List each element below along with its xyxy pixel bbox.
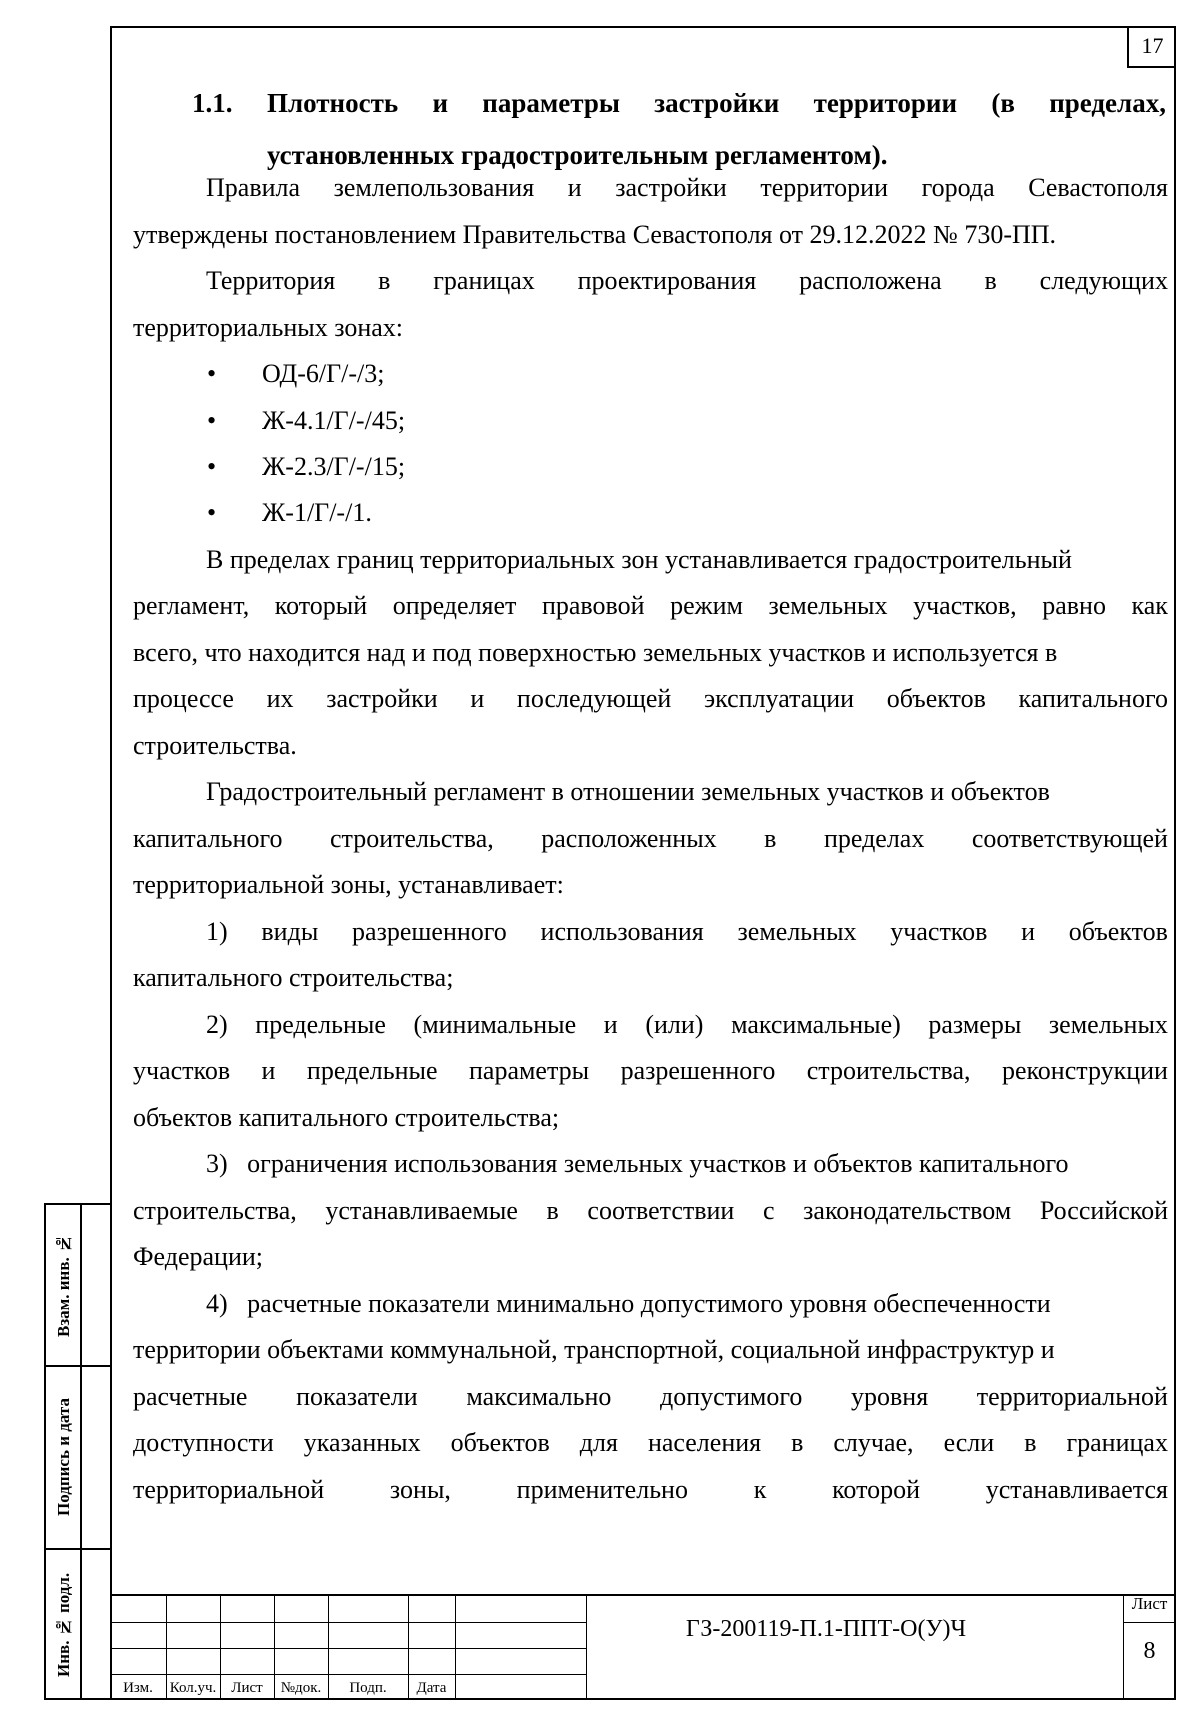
- paragraph-line: утверждены постановлением Правительства Севастополя от 29.12.2022 № 730-ПП.: [133, 220, 1057, 249]
- paragraph-line: [133, 684, 1168, 714]
- bullet-icon: •: [207, 498, 217, 527]
- word: земельных: [768, 591, 888, 620]
- paragraph-line: [133, 1196, 1168, 1226]
- word: для: [579, 1428, 618, 1457]
- section-heading-line2: установленных градостроительным регламентом).: [267, 140, 888, 170]
- word: участков: [890, 917, 988, 946]
- paragraph-line: объектов капитального строительства;: [133, 1103, 560, 1132]
- word: пределах: [823, 824, 925, 853]
- word: территории: [760, 173, 888, 202]
- paragraph-line: [133, 1382, 1168, 1412]
- paragraph-line: территориальной зоны, устанавливает:: [133, 870, 564, 899]
- paragraph-line: 4) расчетные показатели минимально допустимого уровня обеспеченности: [206, 1289, 1051, 1318]
- word: землепользования: [333, 173, 535, 202]
- side-stamp-divider: [80, 1205, 82, 1698]
- title-col-list: Лист: [231, 1680, 263, 1696]
- section-number: 1.1.: [192, 88, 233, 118]
- paragraph-line: территориальных зонах:: [133, 313, 404, 342]
- paragraph-line: [133, 1428, 1168, 1458]
- word: 2): [206, 1010, 228, 1039]
- word: разрешенного: [352, 917, 507, 946]
- word: земельных: [737, 917, 857, 946]
- title-col-izm: Изм.: [123, 1680, 153, 1696]
- word: Территория: [206, 266, 336, 295]
- word: определяет: [392, 591, 517, 620]
- side-label-zam-inv: Взам. инв. №: [54, 1233, 73, 1337]
- word: эксплуатации: [703, 684, 855, 713]
- word: капитального: [133, 824, 283, 853]
- bullet-icon: •: [207, 406, 217, 435]
- word: участков: [133, 1056, 231, 1085]
- word: застройки: [326, 684, 438, 713]
- word: (в: [991, 88, 1015, 118]
- word: расположена: [799, 266, 942, 295]
- word: Правила: [206, 173, 301, 202]
- paragraph-line: [206, 266, 1168, 296]
- word: застройки: [615, 173, 727, 202]
- title-col-data: Дата: [416, 1680, 447, 1696]
- bullet-icon: •: [207, 452, 217, 481]
- word: уровня: [851, 1382, 929, 1411]
- document-code: ГЗ-200119-П.1-ППТ-О(У)Ч: [685, 1616, 967, 1642]
- side-label-sign-date: Подпись и дата: [54, 1398, 73, 1517]
- word: 1): [206, 917, 228, 946]
- paragraph-line: [206, 173, 1168, 203]
- word: режим: [670, 591, 743, 620]
- word: границах: [1066, 1428, 1168, 1457]
- word: который: [274, 591, 368, 620]
- word: Севастополя: [1028, 173, 1168, 202]
- word: к: [753, 1475, 767, 1504]
- paragraph-line: [206, 917, 1168, 947]
- word: населения: [647, 1428, 762, 1457]
- word: процессе: [133, 684, 234, 713]
- word: и: [603, 1010, 618, 1039]
- sheet-label: Лист: [1131, 1594, 1168, 1613]
- word: и: [567, 173, 582, 202]
- list-item: Ж-4.1/Г/-/45;: [262, 406, 406, 435]
- side-stamp: [44, 1203, 110, 1700]
- list-item: Ж-1/Г/-/1.: [262, 498, 372, 527]
- paragraph-line: В пределах границ территориальных зон устанавливается градостроительный: [206, 545, 1072, 574]
- word: строительства,: [329, 824, 494, 853]
- page-number: 17: [1127, 26, 1176, 68]
- word: показатели: [296, 1382, 418, 1411]
- word: допустимого: [659, 1382, 803, 1411]
- word: территории: [813, 88, 958, 118]
- paragraph-line: строительства.: [133, 731, 297, 760]
- word: соответствии: [587, 1196, 735, 1225]
- word: размеры: [928, 1010, 1022, 1039]
- word: в: [984, 266, 997, 295]
- paragraph-line: 3) ограничения использования земельных участков и объектов капитального: [206, 1149, 1069, 1178]
- sheet-number: 8: [1143, 1638, 1156, 1664]
- word: застройки: [654, 88, 780, 118]
- word: (или): [645, 1010, 704, 1039]
- word: устанавливаемые: [325, 1196, 518, 1225]
- paragraph-line: [133, 591, 1168, 621]
- word: территориальной: [976, 1382, 1168, 1411]
- word: проектирования: [577, 266, 757, 295]
- word: в: [791, 1428, 804, 1457]
- word: пределах,: [1049, 88, 1166, 118]
- word: города: [921, 173, 995, 202]
- word: и: [1021, 917, 1036, 946]
- word: следующих: [1039, 266, 1168, 295]
- word: равно: [1042, 591, 1106, 620]
- word: Плотность: [267, 88, 399, 118]
- word: максимально: [466, 1382, 612, 1411]
- paragraph-line: территории объектами коммунальной, транспортной, социальной инфраструктур и: [133, 1335, 1055, 1364]
- word: правовой: [541, 591, 645, 620]
- word: (минимальные: [413, 1010, 577, 1039]
- side-label-inv-podl: Инв. № подл.: [54, 1572, 73, 1678]
- word: максимальные): [731, 1010, 901, 1039]
- word: расчетные: [133, 1382, 248, 1411]
- word: регламент,: [133, 591, 250, 620]
- word: разрешенного: [620, 1056, 776, 1085]
- section-heading-line1: [267, 88, 1166, 119]
- paragraph-line: [133, 824, 1168, 854]
- word: в: [764, 824, 777, 853]
- word: последующей: [516, 684, 672, 713]
- word: соответствующей: [971, 824, 1168, 853]
- word: параметры: [482, 88, 620, 118]
- word: использования: [540, 917, 704, 946]
- paragraph-line: всего, что находится над и под поверхностью земельных участков и используется в: [133, 638, 1058, 667]
- word: параметры: [468, 1056, 590, 1085]
- paragraph-line: [206, 1010, 1168, 1040]
- word: реконструкции: [1001, 1056, 1168, 1085]
- word: в: [1024, 1428, 1037, 1457]
- word: объектов: [886, 684, 986, 713]
- word: их: [266, 684, 294, 713]
- word: расположенных: [541, 824, 717, 853]
- paragraph-line: [133, 1056, 1168, 1086]
- paragraph-line: Федерации;: [133, 1242, 264, 1271]
- paragraph-line: Градостроительный регламент в отношении земельных участков и объектов: [206, 777, 1050, 806]
- word: Российской: [1039, 1196, 1168, 1225]
- word: с: [762, 1196, 775, 1225]
- list-item: ОД-6/Г/-/3;: [262, 359, 385, 388]
- word: если: [943, 1428, 995, 1457]
- word: которой: [832, 1475, 920, 1504]
- word: строительства,: [806, 1056, 971, 1085]
- paragraph-line: капитального строительства;: [133, 963, 454, 992]
- word: территориальной: [133, 1475, 325, 1504]
- word: предельные: [306, 1056, 438, 1085]
- paragraph-line: [133, 1475, 1168, 1505]
- word: границах: [433, 266, 535, 295]
- title-col-ndok: №док.: [280, 1680, 322, 1696]
- word: земельных: [1048, 1010, 1168, 1039]
- title-col-podp: Подп.: [349, 1680, 387, 1696]
- word: законодательством: [803, 1196, 1012, 1225]
- list-item: Ж-2.3/Г/-/15;: [262, 452, 406, 481]
- word: доступности: [133, 1428, 274, 1457]
- word: и: [261, 1056, 276, 1085]
- word: капитального: [1018, 684, 1168, 713]
- word: в: [546, 1196, 559, 1225]
- word: в: [378, 266, 391, 295]
- word: строительства,: [133, 1196, 297, 1225]
- word: и: [470, 684, 485, 713]
- word: как: [1131, 591, 1168, 620]
- title-col-koluch: Кол.уч.: [169, 1680, 217, 1696]
- bullet-icon: •: [207, 359, 217, 388]
- word: участков,: [913, 591, 1017, 620]
- word: применительно: [516, 1475, 688, 1504]
- word: объектов: [1068, 917, 1168, 946]
- word: указанных: [303, 1428, 421, 1457]
- word: устанавливается: [985, 1475, 1168, 1504]
- word: объектов: [450, 1428, 550, 1457]
- word: и: [432, 88, 448, 118]
- word: виды: [261, 917, 319, 946]
- word: предельные: [255, 1010, 386, 1039]
- word: случае,: [833, 1428, 914, 1457]
- word: зоны,: [389, 1475, 451, 1504]
